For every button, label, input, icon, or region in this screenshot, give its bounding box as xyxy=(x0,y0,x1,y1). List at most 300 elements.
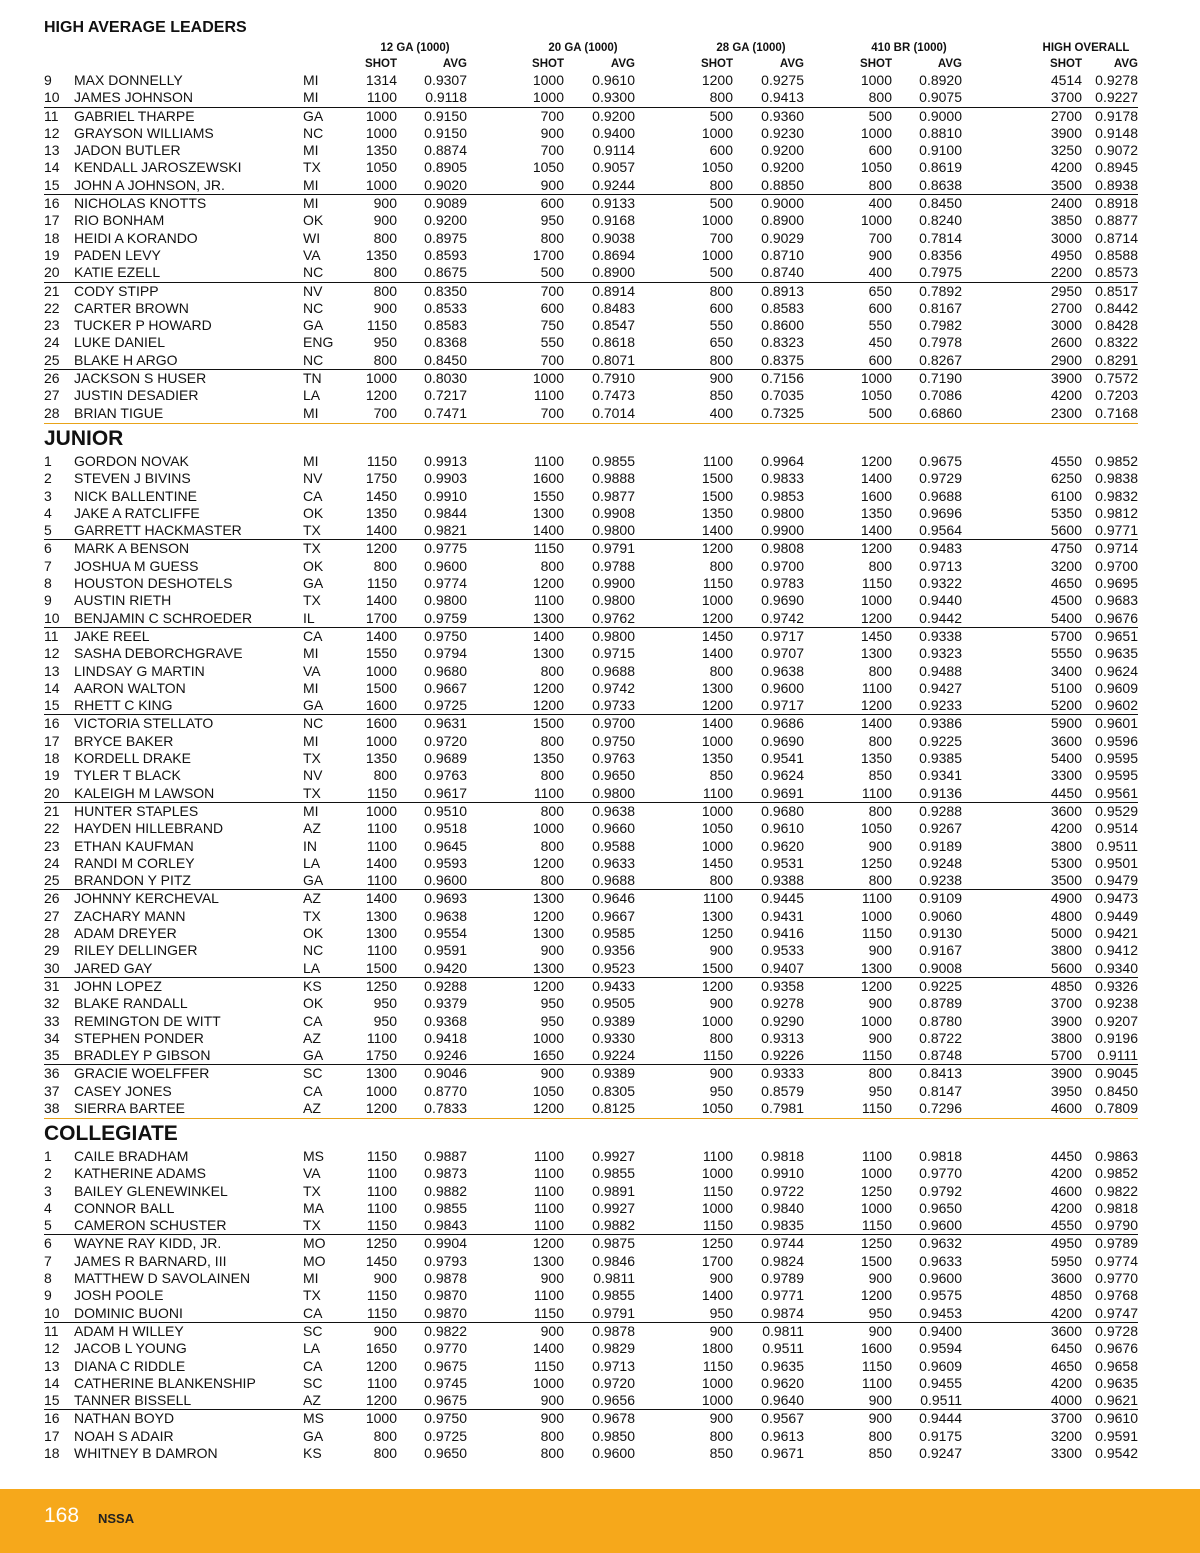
state-cell: MO xyxy=(303,1252,326,1269)
shot-cell: 1300 xyxy=(365,1065,397,1082)
avg-cell: 0.9148 xyxy=(1095,124,1138,141)
avg-cell: 0.8291 xyxy=(1095,351,1138,368)
rank-cell: 15 xyxy=(44,176,60,193)
state-cell: LA xyxy=(303,959,321,976)
shot-cell: 1700 xyxy=(532,246,564,263)
shot-cell: 1100 xyxy=(861,890,892,907)
avg-cell: 0.9678 xyxy=(592,1410,635,1427)
rank-cell: 4 xyxy=(44,1199,52,1216)
avg-cell: 0.9791 xyxy=(592,540,635,557)
avg-cell: 0.8428 xyxy=(1095,317,1138,334)
table-row xyxy=(44,1065,1138,1082)
shot-cell: 1150 xyxy=(533,1357,564,1374)
shot-cell: 800 xyxy=(868,662,892,679)
avg-cell: 0.9675 xyxy=(424,1357,467,1374)
shot-cell: 1100 xyxy=(533,1199,564,1216)
shot-cell: 1400 xyxy=(365,854,397,871)
avg-cell: 0.8167 xyxy=(919,299,962,316)
avg-cell: 0.7978 xyxy=(919,334,962,351)
avg-cell: 0.9290 xyxy=(761,1012,804,1029)
shot-cell: 900 xyxy=(373,299,397,316)
avg-cell: 0.9635 xyxy=(1095,1374,1138,1391)
state-cell: TX xyxy=(303,522,321,539)
name-cell: AUSTIN RIETH xyxy=(74,592,172,609)
shot-cell: 1500 xyxy=(860,1252,892,1269)
shot-cell: 800 xyxy=(868,1427,892,1444)
avg-cell: 0.9278 xyxy=(1095,72,1138,88)
shot-cell: 5950 xyxy=(1050,1252,1082,1269)
avg-cell: 0.9811 xyxy=(593,1270,635,1287)
state-cell: TX xyxy=(303,159,321,176)
avg-cell: 0.9407 xyxy=(761,959,804,976)
avg-cell: 0.9855 xyxy=(424,1199,467,1216)
shot-cell: 1300 xyxy=(532,645,564,662)
shot-cell: 750 xyxy=(540,317,564,334)
shot-cell: 1100 xyxy=(861,1374,892,1391)
state-cell: MI xyxy=(303,72,319,88)
avg-cell: 0.9750 xyxy=(592,732,635,749)
state-cell: OK xyxy=(303,925,324,942)
avg-cell: 0.9789 xyxy=(1095,1235,1138,1252)
avg-cell: 0.9323 xyxy=(919,645,962,662)
col-group-410br: 410 BR (1000) xyxy=(871,42,947,54)
shot-cell: 1150 xyxy=(861,575,892,592)
shot-cell: 4450 xyxy=(1050,784,1082,801)
shot-header: SHOT xyxy=(532,58,564,70)
name-cell: DOMINIC BUONI xyxy=(74,1304,183,1321)
shot-cell: 3500 xyxy=(1050,176,1082,193)
avg-cell: 0.9322 xyxy=(919,575,962,592)
name-cell: DIANA C RIDDLE xyxy=(74,1357,186,1374)
avg-cell: 0.9455 xyxy=(919,1374,962,1391)
shot-cell: 1100 xyxy=(861,784,892,801)
shot-cell: 1050 xyxy=(860,820,892,837)
avg-cell: 0.9400 xyxy=(592,124,635,141)
section-leaders-continued xyxy=(44,72,1138,422)
shot-cell: 1100 xyxy=(366,1374,397,1391)
table-row xyxy=(44,1358,1138,1375)
shot-cell: 900 xyxy=(868,942,892,959)
shot-cell: 550 xyxy=(709,317,733,334)
avg-cell: 0.9453 xyxy=(919,1304,962,1321)
state-cell: NC xyxy=(303,351,324,368)
shot-cell: 3250 xyxy=(1050,142,1082,159)
avg-cell: 0.9835 xyxy=(761,1217,804,1234)
shot-cell: 1200 xyxy=(532,854,564,871)
name-cell: JACKSON S HUSER xyxy=(74,370,207,387)
shot-cell: 1000 xyxy=(365,176,397,193)
rank-cell: 9 xyxy=(44,1287,52,1304)
shot-cell: 1650 xyxy=(365,1340,397,1357)
state-cell: WI xyxy=(303,229,321,246)
shot-cell: 4200 xyxy=(1050,820,1082,837)
shot-cell: 1000 xyxy=(365,1410,397,1427)
name-cell: AARON WALTON xyxy=(74,679,186,696)
shot-cell: 1000 xyxy=(365,124,397,141)
table-row xyxy=(44,522,1138,540)
avg-cell: 0.8450 xyxy=(1095,1082,1138,1099)
shot-cell: 1200 xyxy=(860,697,892,714)
shot-cell: 1000 xyxy=(701,592,733,609)
avg-cell: 0.9600 xyxy=(592,1445,635,1462)
shot-cell: 1300 xyxy=(365,907,397,924)
shot-cell: 800 xyxy=(709,282,733,299)
avg-cell: 0.9693 xyxy=(424,890,467,907)
shot-cell: 800 xyxy=(540,872,564,889)
avg-cell: 0.9610 xyxy=(592,72,635,88)
name-cell: STEVEN J BIVINS xyxy=(74,470,191,487)
avg-cell: 0.7086 xyxy=(919,387,962,404)
section-divider xyxy=(44,1118,1138,1119)
avg-cell: 0.9136 xyxy=(919,784,962,801)
table-row xyxy=(44,300,1138,317)
shot-cell: 1050 xyxy=(532,1082,564,1099)
shot-cell: 1650 xyxy=(532,1047,564,1064)
shot-cell: 1400 xyxy=(365,890,397,907)
shot-cell: 1050 xyxy=(532,159,564,176)
shot-cell: 650 xyxy=(709,334,733,351)
state-cell: MS xyxy=(303,1148,324,1164)
avg-cell: 0.8938 xyxy=(1095,176,1138,193)
shot-cell: 1400 xyxy=(532,522,564,539)
avg-cell: 0.9833 xyxy=(761,470,804,487)
shot-cell: 900 xyxy=(868,1270,892,1287)
shot-cell: 1150 xyxy=(366,1304,397,1321)
avg-cell: 0.9227 xyxy=(1095,89,1138,106)
name-cell: KORDELL DRAKE xyxy=(74,750,191,767)
state-cell: SC xyxy=(303,1065,323,1082)
state-cell: SC xyxy=(303,1374,323,1391)
table-row xyxy=(44,820,1138,837)
table-row xyxy=(44,334,1138,351)
shot-cell: 1500 xyxy=(532,715,564,732)
col-group-12ga: 12 GA (1000) xyxy=(380,42,450,54)
avg-cell: 0.9887 xyxy=(424,1148,467,1164)
rank-cell: 28 xyxy=(44,404,60,421)
avg-cell: 0.9759 xyxy=(424,609,467,626)
avg-cell: 0.9863 xyxy=(1095,1148,1138,1164)
table-row xyxy=(44,212,1138,229)
avg-cell: 0.9688 xyxy=(919,487,962,504)
name-cell: VICTORIA STELLATO xyxy=(74,715,214,732)
avg-cell: 0.8547 xyxy=(592,317,635,334)
avg-cell: 0.9771 xyxy=(761,1287,804,1304)
shot-cell: 1400 xyxy=(701,1287,733,1304)
rank-cell: 3 xyxy=(44,1182,52,1199)
name-cell: JADON BUTLER xyxy=(74,142,181,159)
table-row xyxy=(44,995,1138,1012)
avg-cell: 0.8579 xyxy=(761,1082,804,1099)
avg-cell: 0.9688 xyxy=(592,662,635,679)
table-row xyxy=(44,733,1138,750)
avg-cell: 0.9609 xyxy=(1095,679,1138,696)
avg-cell: 0.8638 xyxy=(919,176,962,193)
state-cell: AZ xyxy=(303,1029,321,1046)
shot-cell: 1100 xyxy=(366,837,397,854)
avg-cell: 0.9585 xyxy=(592,925,635,942)
shot-cell: 700 xyxy=(709,229,733,246)
rank-cell: 8 xyxy=(44,575,52,592)
shot-cell: 1100 xyxy=(702,890,733,907)
avg-cell: 0.9811 xyxy=(762,1322,804,1339)
avg-cell: 0.9340 xyxy=(1095,959,1138,976)
avg-cell: 0.9733 xyxy=(592,697,635,714)
avg-cell: 0.9770 xyxy=(919,1165,962,1182)
avg-cell: 0.9246 xyxy=(424,1047,467,1064)
name-cell: JACOB L YOUNG xyxy=(74,1340,187,1357)
shot-cell: 3700 xyxy=(1050,89,1082,106)
shot-cell: 3800 xyxy=(1050,1029,1082,1046)
table-row xyxy=(44,72,1138,89)
avg-cell: 0.9248 xyxy=(919,854,962,871)
avg-cell: 0.8240 xyxy=(919,212,962,229)
avg-cell: 0.9964 xyxy=(761,453,804,469)
name-cell: WAYNE RAY KIDD, JR. xyxy=(74,1235,222,1252)
avg-cell: 0.9620 xyxy=(761,837,804,854)
avg-cell: 0.8030 xyxy=(424,370,467,387)
avg-cell: 0.8789 xyxy=(919,995,962,1012)
name-cell: BLAKE RANDALL xyxy=(74,995,188,1012)
name-cell: BRYCE BAKER xyxy=(74,732,174,749)
state-cell: GA xyxy=(303,317,324,334)
shot-cell: 1300 xyxy=(701,907,733,924)
shot-cell: 1150 xyxy=(702,1182,733,1199)
shot-cell: 3400 xyxy=(1050,662,1082,679)
avg-cell: 0.9713 xyxy=(592,1357,635,1374)
state-cell: TX xyxy=(303,592,321,609)
avg-cell: 0.8533 xyxy=(424,299,467,316)
avg-cell: 0.9633 xyxy=(592,854,635,871)
avg-cell: 0.7156 xyxy=(761,370,804,387)
shot-cell: 1000 xyxy=(860,370,892,387)
avg-cell: 0.8483 xyxy=(592,299,635,316)
avg-cell: 0.9645 xyxy=(424,837,467,854)
rank-cell: 26 xyxy=(44,370,60,387)
shot-cell: 1100 xyxy=(533,1217,564,1234)
shot-cell: 1500 xyxy=(365,959,397,976)
shot-cell: 1450 xyxy=(701,627,733,644)
name-cell: JAKE A RATCLIFFE xyxy=(74,504,200,521)
table-row xyxy=(44,1030,1138,1047)
shot-cell: 500 xyxy=(709,195,733,212)
avg-cell: 0.9794 xyxy=(424,645,467,662)
shot-cell: 3900 xyxy=(1050,1012,1082,1029)
avg-cell: 0.9771 xyxy=(1095,522,1138,539)
table-row xyxy=(44,1165,1138,1182)
table-row xyxy=(44,405,1138,422)
avg-cell: 0.9792 xyxy=(919,1182,962,1199)
avg-cell: 0.9523 xyxy=(592,959,635,976)
avg-cell: 0.9900 xyxy=(761,522,804,539)
table-row xyxy=(44,453,1138,470)
shot-cell: 1000 xyxy=(365,732,397,749)
shot-cell: 1400 xyxy=(860,715,892,732)
shot-header: SHOT xyxy=(860,58,892,70)
section-divider xyxy=(44,423,1138,424)
avg-cell: 0.9715 xyxy=(592,645,635,662)
avg-cell: 0.9750 xyxy=(424,1410,467,1427)
table-row xyxy=(44,470,1138,487)
avg-cell: 0.8694 xyxy=(592,246,635,263)
shot-cell: 800 xyxy=(709,1427,733,1444)
shot-cell: 5100 xyxy=(1050,679,1082,696)
rank-cell: 10 xyxy=(44,609,60,626)
avg-cell: 0.9038 xyxy=(592,229,635,246)
avg-cell: 0.8147 xyxy=(919,1082,962,1099)
avg-cell: 0.9072 xyxy=(1095,142,1138,159)
avg-cell: 0.8322 xyxy=(1095,334,1138,351)
avg-cell: 0.9882 xyxy=(424,1182,467,1199)
avg-cell: 0.9225 xyxy=(919,977,962,994)
state-cell: GA xyxy=(303,1047,324,1064)
shot-cell: 3900 xyxy=(1050,370,1082,387)
shot-cell: 4600 xyxy=(1050,1099,1082,1116)
avg-cell: 0.9610 xyxy=(1095,1410,1138,1427)
avg-cell: 0.8770 xyxy=(424,1082,467,1099)
state-cell: GA xyxy=(303,872,324,889)
shot-cell: 1000 xyxy=(701,212,733,229)
shot-cell: 500 xyxy=(540,264,564,281)
shot-cell: 1150 xyxy=(861,1099,892,1116)
rank-cell: 11 xyxy=(44,1322,59,1339)
shot-cell: 1600 xyxy=(860,1340,892,1357)
name-cell: JAMES JOHNSON xyxy=(74,89,194,106)
avg-cell: 0.9307 xyxy=(424,72,467,88)
avg-cell: 0.9725 xyxy=(424,697,467,714)
shot-cell: 3000 xyxy=(1050,229,1082,246)
shot-cell: 800 xyxy=(540,1427,564,1444)
shot-cell: 1100 xyxy=(702,453,733,469)
name-cell: PADEN LEVY xyxy=(74,246,161,263)
shot-cell: 6250 xyxy=(1050,470,1082,487)
shot-cell: 3600 xyxy=(1050,732,1082,749)
avg-cell: 0.9233 xyxy=(919,697,962,714)
shot-cell: 1600 xyxy=(532,470,564,487)
avg-cell: 0.8583 xyxy=(761,299,804,316)
avg-cell: 0.9588 xyxy=(592,837,635,854)
state-cell: LA xyxy=(303,854,321,871)
table-row xyxy=(44,645,1138,662)
shot-cell: 700 xyxy=(868,229,892,246)
table-row xyxy=(44,697,1138,715)
shot-cell: 1000 xyxy=(365,1082,397,1099)
state-cell: MI xyxy=(303,732,319,749)
avg-cell: 0.8710 xyxy=(761,246,804,263)
avg-cell: 0.8442 xyxy=(1095,299,1138,316)
avg-cell: 0.9421 xyxy=(1095,925,1138,942)
section-collegiate xyxy=(44,1120,1138,1462)
shot-cell: 1000 xyxy=(860,592,892,609)
table-row xyxy=(44,159,1138,176)
shot-cell: 5200 xyxy=(1050,697,1082,714)
avg-cell: 0.7035 xyxy=(761,387,804,404)
shot-cell: 1200 xyxy=(701,697,733,714)
shot-cell: 800 xyxy=(540,1445,564,1462)
table-row xyxy=(44,1305,1138,1323)
avg-cell: 0.9226 xyxy=(761,1047,804,1064)
name-cell: CAILE BRADHAM xyxy=(74,1148,189,1164)
shot-cell: 1250 xyxy=(860,1235,892,1252)
avg-cell: 0.9675 xyxy=(919,453,962,469)
name-cell: NATHAN BOYD xyxy=(74,1410,175,1427)
avg-cell: 0.8071 xyxy=(592,351,635,368)
shot-cell: 1300 xyxy=(365,925,397,942)
avg-cell: 0.9130 xyxy=(919,925,962,942)
state-cell: LA xyxy=(303,1340,321,1357)
avg-cell: 0.9688 xyxy=(592,872,635,889)
shot-cell: 800 xyxy=(709,176,733,193)
shot-cell: 1350 xyxy=(365,142,397,159)
shot-cell: 1000 xyxy=(365,107,397,124)
shot-cell: 1000 xyxy=(532,370,564,387)
rank-cell: 16 xyxy=(44,1410,60,1427)
name-cell: JAKE REEL xyxy=(74,627,150,644)
state-cell: MI xyxy=(303,89,319,106)
table-row xyxy=(44,838,1138,855)
state-cell: MI xyxy=(303,679,319,696)
table-row xyxy=(44,960,1138,978)
name-cell: BRANDON Y PITZ xyxy=(74,872,191,889)
avg-cell: 0.9878 xyxy=(592,1322,635,1339)
avg-cell: 0.9624 xyxy=(1095,662,1138,679)
shot-cell: 1200 xyxy=(532,697,564,714)
avg-cell: 0.9875 xyxy=(592,1235,635,1252)
table-row xyxy=(44,592,1138,609)
shot-cell: 500 xyxy=(868,404,892,421)
shot-cell: 800 xyxy=(540,662,564,679)
avg-cell: 0.9060 xyxy=(919,907,962,924)
shot-cell: 900 xyxy=(540,124,564,141)
name-cell: HEIDI A KORANDO xyxy=(74,229,198,246)
state-cell: TX xyxy=(303,1182,321,1199)
shot-cell: 6100 xyxy=(1050,487,1082,504)
state-cell: VA xyxy=(303,1165,321,1182)
avg-cell: 0.9267 xyxy=(919,820,962,837)
rank-cell: 2 xyxy=(44,1165,52,1182)
shot-cell: 900 xyxy=(868,1392,892,1409)
shot-cell: 1200 xyxy=(860,540,892,557)
avg-cell: 0.9903 xyxy=(424,470,467,487)
avg-cell: 0.9882 xyxy=(592,1217,635,1234)
avg-cell: 0.9238 xyxy=(1095,995,1138,1012)
name-cell: CATHERINE BLANKENSHIP xyxy=(74,1374,256,1391)
avg-cell: 0.8356 xyxy=(919,246,962,263)
table-row xyxy=(44,1013,1138,1030)
shot-cell: 3500 xyxy=(1050,872,1082,889)
shot-cell: 700 xyxy=(540,107,564,124)
avg-cell: 0.9333 xyxy=(761,1065,804,1082)
shot-cell: 900 xyxy=(540,1410,564,1427)
avg-cell: 0.9910 xyxy=(761,1165,804,1182)
avg-cell: 0.9707 xyxy=(761,645,804,662)
avg-cell: 0.9927 xyxy=(592,1199,635,1216)
shot-cell: 1200 xyxy=(860,609,892,626)
shot-cell: 1000 xyxy=(701,124,733,141)
shot-cell: 2700 xyxy=(1050,299,1082,316)
shot-cell: 700 xyxy=(540,404,564,421)
name-cell: JARED GAY xyxy=(74,959,153,976)
shot-cell: 1500 xyxy=(701,959,733,976)
shot-cell: 800 xyxy=(868,176,892,193)
shot-cell: 2700 xyxy=(1050,107,1082,124)
avg-cell: 0.9763 xyxy=(592,750,635,767)
shot-cell: 1150 xyxy=(702,1357,733,1374)
state-cell: MI xyxy=(303,142,319,159)
shot-cell: 1150 xyxy=(533,540,564,557)
avg-cell: 0.9680 xyxy=(761,802,804,819)
shot-cell: 1350 xyxy=(860,504,892,521)
shot-cell: 1150 xyxy=(366,453,397,469)
